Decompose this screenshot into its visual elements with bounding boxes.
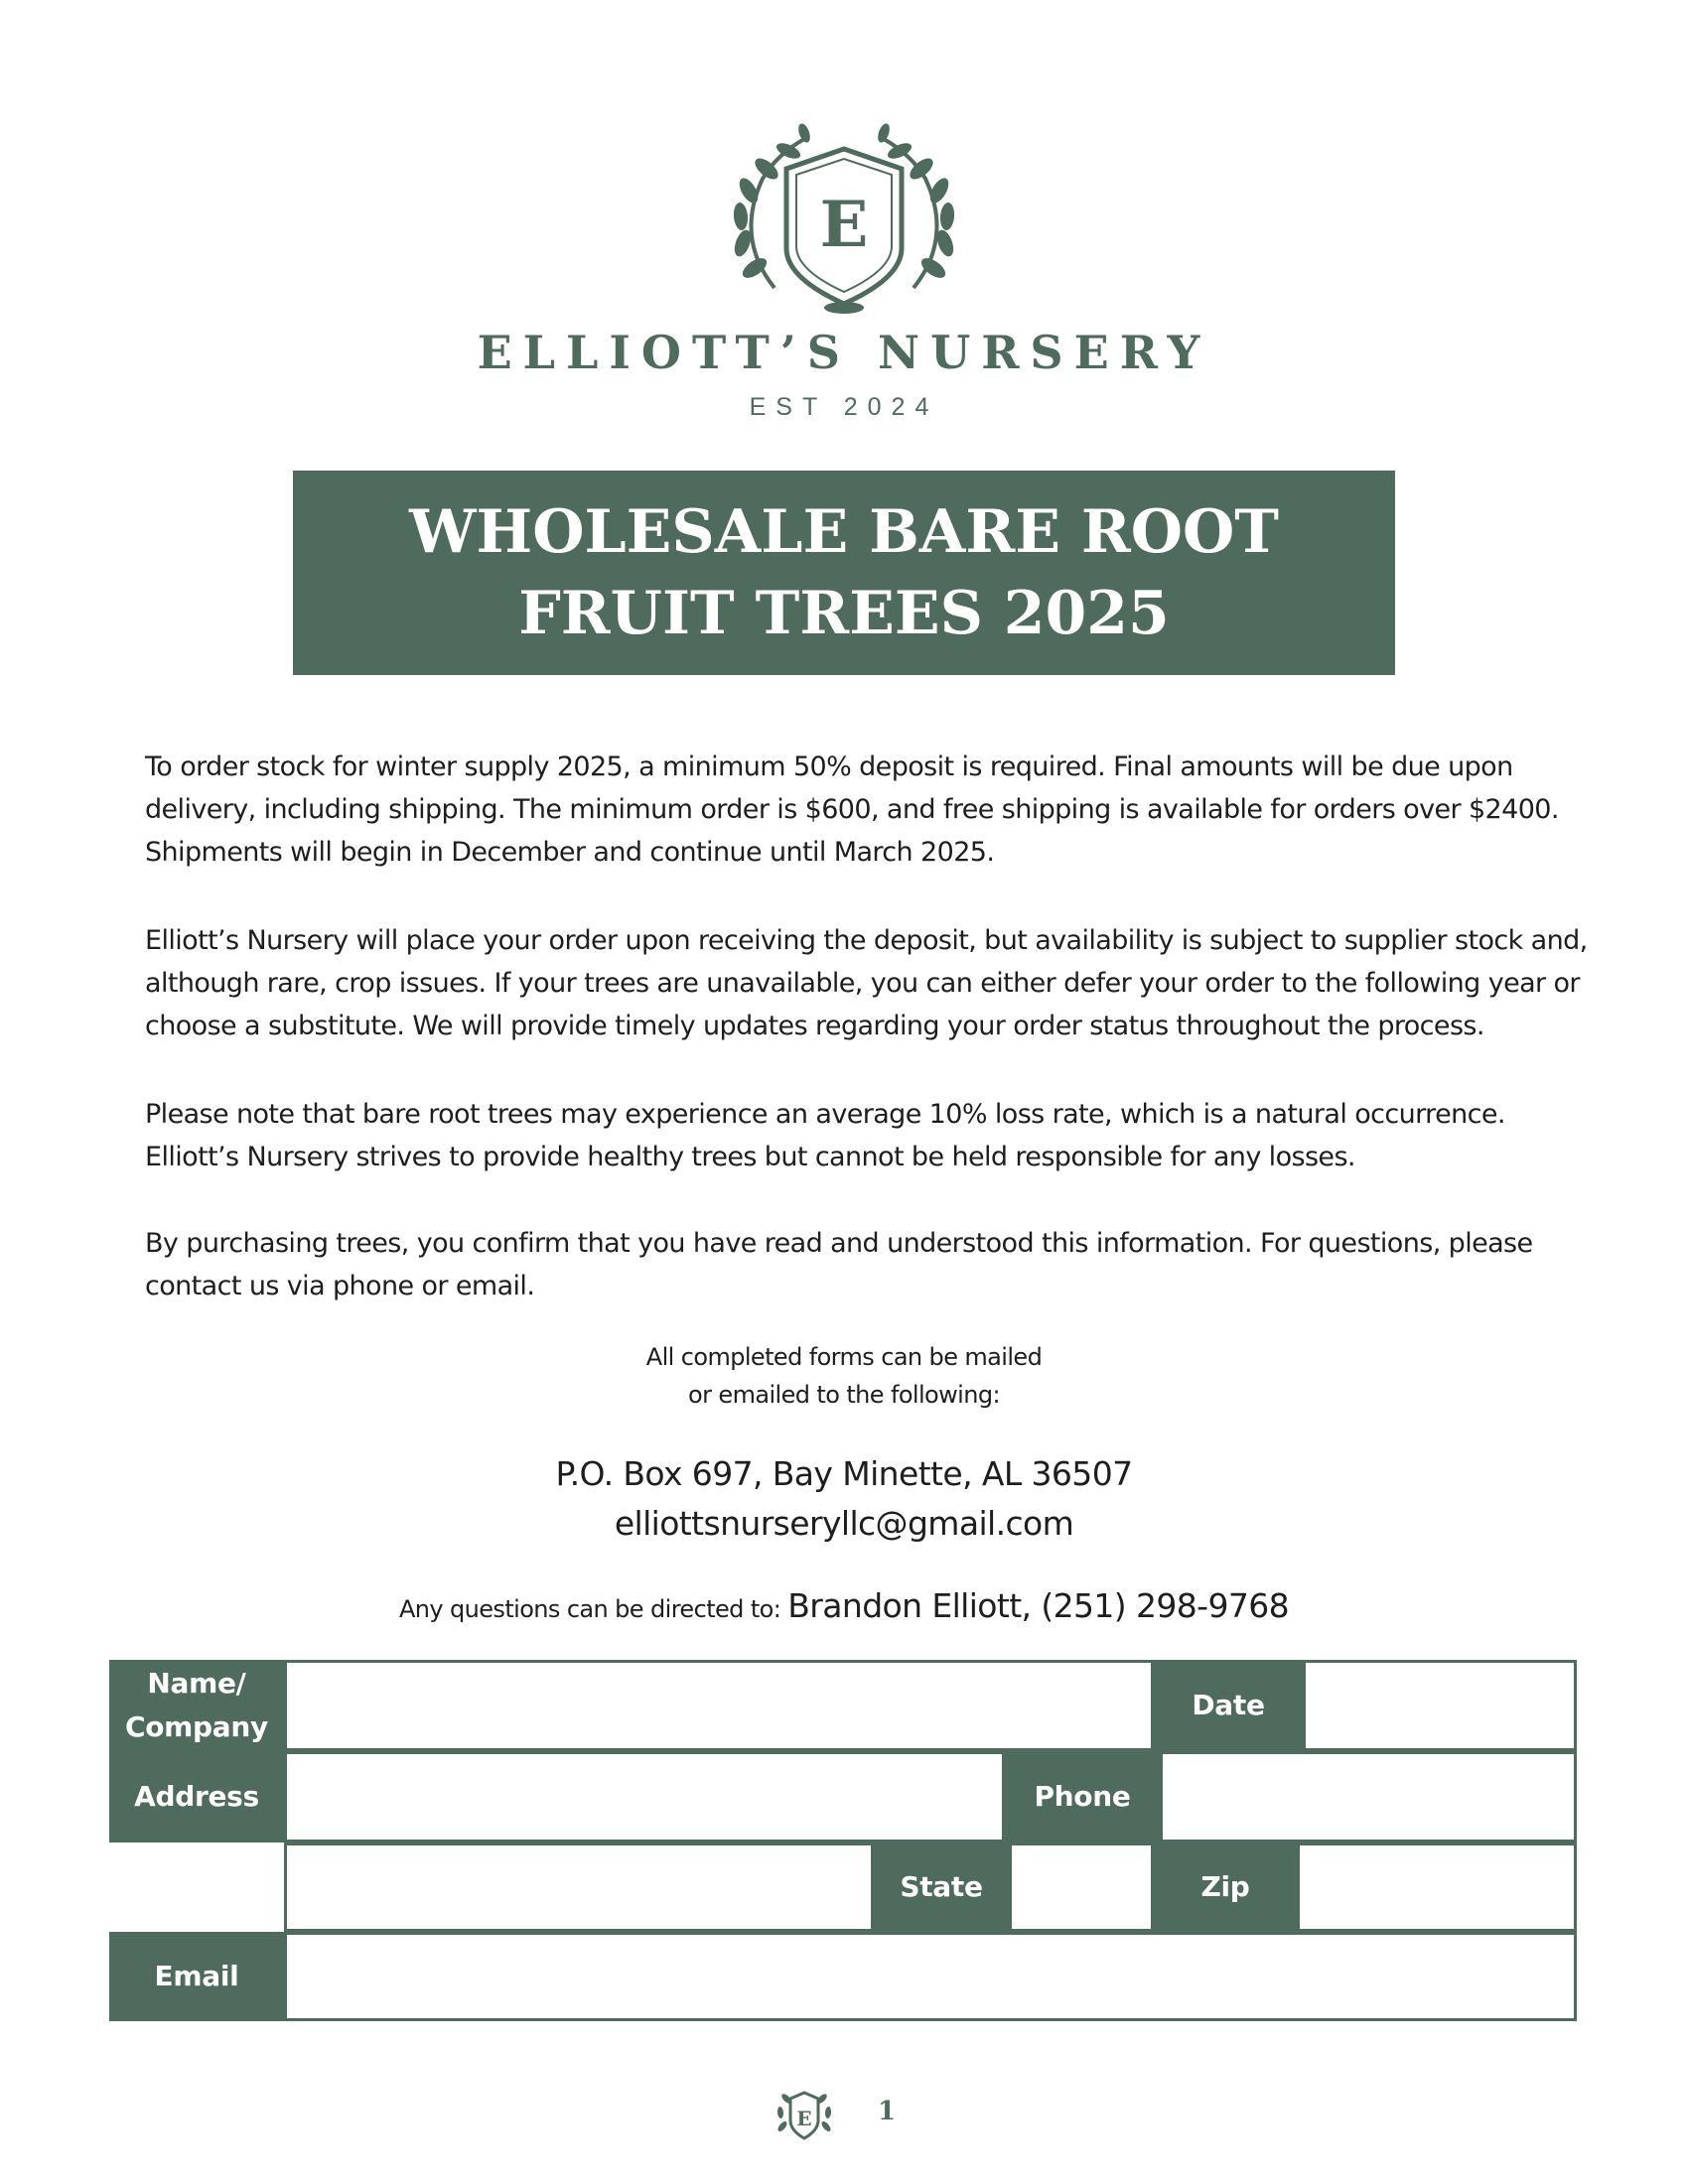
email-field[interactable] <box>284 1932 1577 2021</box>
phone-label: Phone <box>1005 1751 1160 1843</box>
contact-email[interactable]: elliottsnurseryllc@gmail.com <box>614 1504 1074 1543</box>
paragraph-line: To order stock for winter supply 2025, a minimum 50% deposit is required. Final amounts will be due upon <box>145 751 1513 782</box>
paragraph-line: Elliott’s Nursery will place your order upon receiving the deposit, but availability is subject to supplier stock and, <box>145 925 1588 956</box>
email-label: Email <box>109 1932 284 2021</box>
city-field[interactable] <box>284 1843 874 1932</box>
nursery-crest-logo <box>715 119 973 318</box>
name-company-label <box>109 1660 284 1751</box>
address-field[interactable] <box>284 1751 1005 1843</box>
date-field[interactable] <box>1303 1660 1577 1751</box>
title-line-2: FRUIT TREES 2025 <box>518 579 1170 648</box>
phone-field[interactable] <box>1160 1751 1577 1843</box>
page-number: 1 <box>878 2097 897 2126</box>
questions-line <box>0 1586 1688 1625</box>
mailing-note-line-1: All completed forms can be mailed <box>645 1343 1043 1371</box>
title-line-1: WHOLESALE BARE ROOT <box>409 497 1279 567</box>
mailing-note-line-2: or emailed to the following: <box>688 1381 1000 1409</box>
customer-info-form <box>109 1660 1577 2019</box>
logo-letter: E <box>819 188 869 262</box>
loss-rate-paragraph <box>145 1093 1535 1178</box>
name-label-line-2: Company <box>125 1710 268 1743</box>
questions-contact: Brandon Elliott, (251) 298-9768 <box>787 1586 1290 1625</box>
footer-crest-icon <box>773 2087 836 2142</box>
footer-logo-letter: E <box>796 2107 812 2130</box>
title-banner <box>293 471 1395 675</box>
paragraph-line: contact us via phone or email. <box>145 1271 535 1301</box>
paragraph-line: although rare, crop issues. If your trees are unavailable, you can either defer your order to the following year or <box>145 968 1580 999</box>
state-label: State <box>874 1843 1009 1932</box>
brand-name: ELLIOTT’S NURSERY <box>477 326 1211 379</box>
zip-label: Zip <box>1154 1843 1297 1932</box>
date-label: Date <box>1154 1660 1303 1751</box>
paragraph-line: Please note that bare root trees may experience an average 10% loss rate, which is a natural occurrence. <box>145 1099 1505 1130</box>
zip-field[interactable] <box>1297 1843 1577 1932</box>
paragraph-line: choose a substitute. We will provide timely updates regarding your order status throughout the process. <box>145 1011 1484 1041</box>
established-year: EST 2024 <box>749 393 939 421</box>
paragraph-line: delivery, including shipping. The minimum order is $600, and free shipping is available for orders over $2400. <box>145 794 1559 825</box>
paragraph-line: Shipments will begin in December and continue until March 2025. <box>145 837 995 868</box>
name-label-line-1: Name/ <box>147 1667 246 1700</box>
mailing-note <box>0 1338 1688 1414</box>
paragraph-line: Elliott’s Nursery strives to provide healthy trees but cannot be held responsible for any losses. <box>145 1142 1355 1172</box>
address-label: Address <box>109 1751 284 1843</box>
state-field[interactable] <box>1009 1843 1154 1932</box>
availability-paragraph <box>145 919 1588 1047</box>
mailing-address: P.O. Box 697, Bay Minette, AL 36507 <box>555 1454 1133 1493</box>
deposit-paragraph <box>145 746 1559 874</box>
name-company-field[interactable] <box>284 1660 1154 1751</box>
questions-prefix: Any questions can be directed to: <box>398 1595 781 1623</box>
mailing-info <box>0 1449 1688 1549</box>
confirmation-paragraph <box>145 1222 1535 1307</box>
paragraph-line: By purchasing trees, you confirm that you have read and understood this information. For questions, please <box>145 1228 1533 1259</box>
